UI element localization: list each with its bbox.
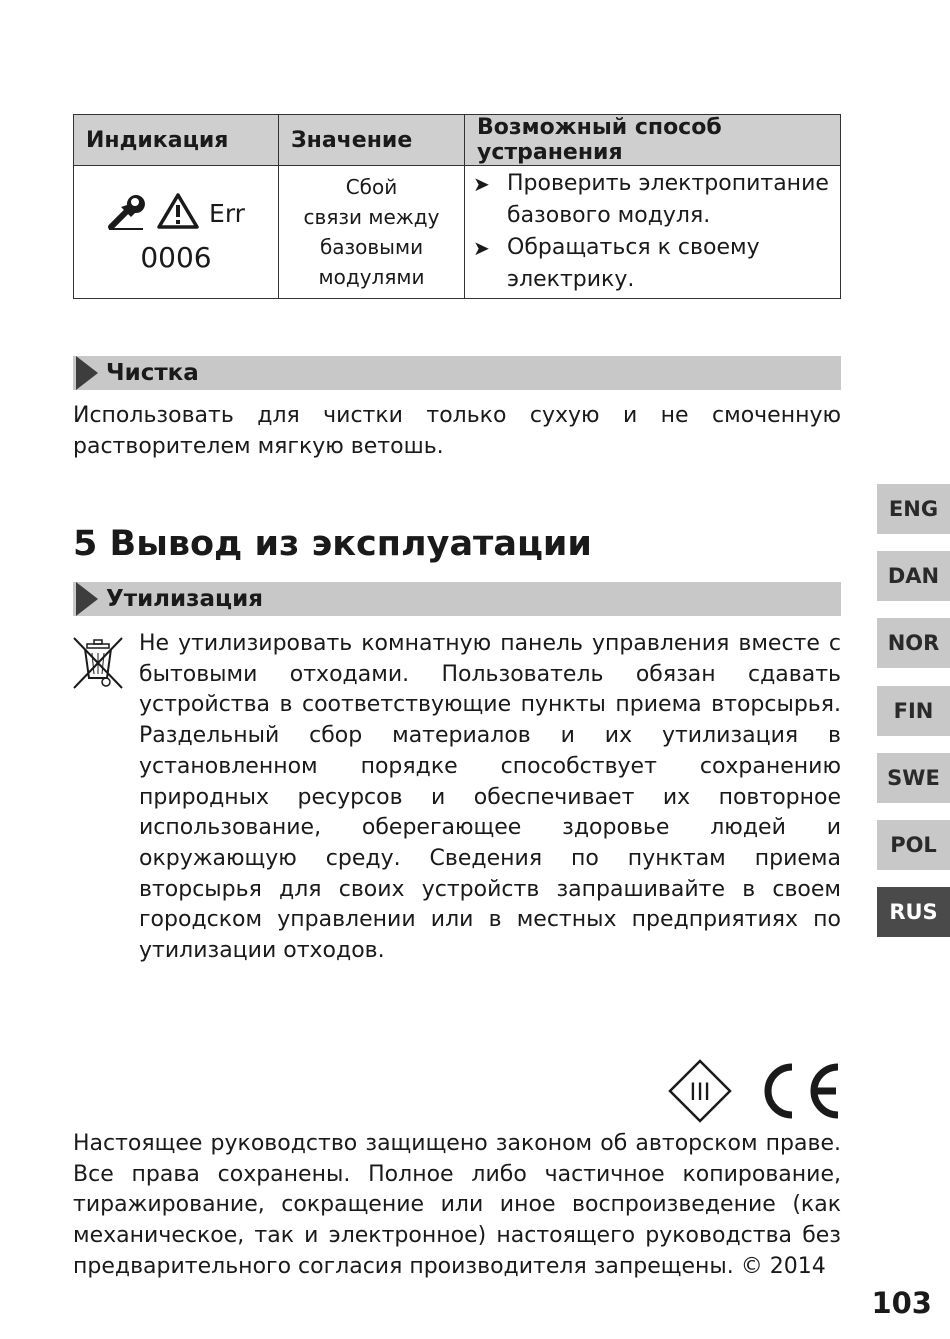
error-table: [73, 114, 841, 299]
ce-mark-icon: [756, 1061, 842, 1125]
meaning-line: Сбой: [345, 175, 398, 199]
lang-tab-rus[interactable]: RUS: [877, 887, 950, 937]
section-arrow-icon: [76, 582, 98, 616]
section-title: Утилизация: [106, 586, 263, 612]
class-iii-icon: [668, 1059, 732, 1127]
table-row: [74, 166, 841, 299]
wrench-icon: [107, 191, 147, 237]
remedy-text: Проверить электропитание базового модуля.: [507, 171, 829, 228]
lang-tab-swe[interactable]: SWE: [877, 753, 950, 803]
lang-tab-pol[interactable]: POL: [877, 820, 950, 870]
header-remedy: Возможный способ устранения: [465, 115, 841, 166]
class-iii-label: III: [689, 1078, 711, 1106]
section-bar-disposal: [73, 582, 841, 616]
lang-tab-dan[interactable]: DAN: [877, 551, 950, 601]
remedy-item: [473, 232, 832, 296]
weee-bin-icon: [70, 634, 126, 696]
meaning-line: модулями: [318, 265, 425, 289]
arrow-bullet-icon: ➤: [473, 172, 490, 196]
table-header-row: [74, 115, 841, 166]
error-label: Err: [209, 199, 245, 228]
meaning-cell: [279, 166, 465, 299]
page-number: 103: [871, 1286, 932, 1320]
disposal-text: Не утилизировать комнатную панель управления вместе с бытовыми отходами. Пользователь обязан сдавать устройства в соответствующие пункты приема вторсырья. Раздельный сбор материалов и их утилизация в установленном порядке способствует сохранению природных ресурсов и обеспечивает их повторное использование, оберегающее здоровье людей и окружающую среду. Сведения по пунктам приема вторсырья для своих устройств запрашивайте в своем городском управлении или в местных предприятиях по утилизации отходов.: [139, 631, 841, 964]
header-indication: Индикация: [74, 115, 279, 166]
arrow-bullet-icon: ➤: [473, 236, 490, 260]
indication-cell: [74, 166, 279, 299]
section-arrow-icon: [76, 356, 98, 390]
section-bar-cleaning: [73, 356, 841, 390]
lang-tab-nor[interactable]: NOR: [877, 618, 950, 668]
lang-tab-eng[interactable]: ENG: [877, 484, 950, 534]
section-title: Чистка: [106, 360, 199, 386]
warning-icon: [157, 192, 199, 236]
header-meaning: Значение: [279, 115, 465, 166]
copyright-text: Настоящее руководство защищено законом об авторском праве. Все права сохранены. Полное либо частичное копирование, тиражирование, сокращение или иное воспроизведение (как механическое, так и электронное) настоящего руководства без предварительного согласия производителя запрещены. © 2014: [73, 1131, 841, 1279]
meaning-line: базовыми: [319, 235, 424, 259]
chapter-title: 5 Вывод из эксплуатации: [73, 524, 592, 564]
error-code: 0006: [140, 240, 212, 274]
remedy-cell: [465, 166, 841, 299]
cleaning-text: Использовать для чистки только сухую и не смоченную растворителем мягкую ветошь.: [73, 403, 841, 459]
remedy-text: Обращаться к своему электрику.: [507, 235, 760, 292]
lang-tab-fin[interactable]: FIN: [877, 686, 950, 736]
remedy-item: [473, 168, 832, 232]
meaning-line: связи между: [303, 205, 440, 229]
